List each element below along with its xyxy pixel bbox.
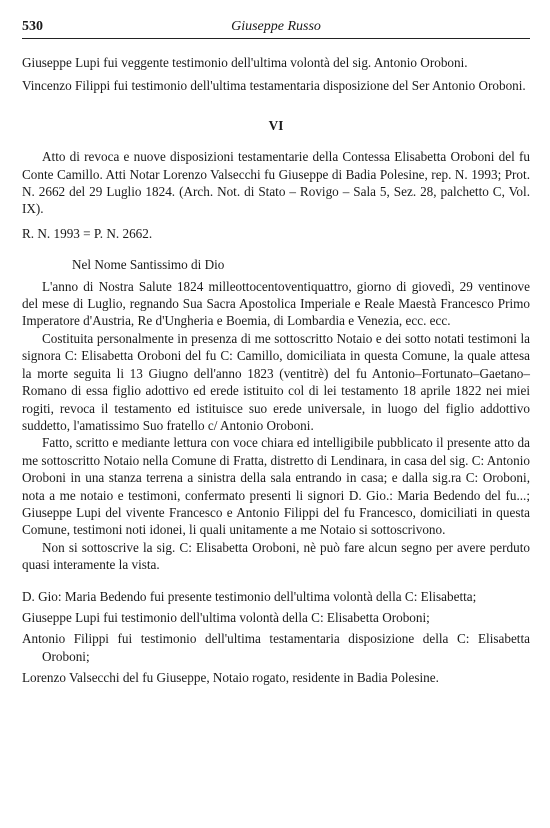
- section-summary: Atto di revoca e nuove disposizioni testamentarie della Contessa Elisabetta Oroboni del fu Conte Camillo. Atti Notar Lorenzo Valsecchi fu Giuseppe di Badia Polesine, rep. N. 1993; Prot. N. 2662 del 29 Luglio 1824. (Arch. Not. di Stato – Rovigo – Sala 5, Sez. 28, palchetto C, Vol. IX).: [22, 149, 530, 217]
- document-reference: R. N. 1993 = P. N. 2662.: [22, 225, 153, 241]
- witness-line: Vincenzo Filippi fui testimonio dell'ultima testamentaria disposizione del Ser Antonio Oroboni.: [22, 78, 526, 94]
- deed-paragraph: L'anno di Nostra Salute 1824 milleottocentoventiquattro, giorno di giovedì, 29 ventinove del mese di Luglio, regnando Sua Sacra Apostolica Imperiale e Reale Maestà Francesco Primo Imperatore d'Austria, Re d'Ungheria e Boemia, di Lombardia e Venezia, ecc. ecc.: [22, 278, 530, 329]
- page-header: [22, 16, 530, 39]
- deed-paragraph: Non si sottoscrive la sig. C: Elisabetta Oroboni, nè può fare alcun segno per avere perduto quasi interamente la vista.: [22, 539, 530, 573]
- deed-paragraph: Costituita personalmente in presenza di me sottoscritto Notaio e dei sotto notati testimoni la signora C: Elisabetta Oroboni del fu C: Camillo, domiciliata in questa Comune, la quale attesa la morte seguita li 13 Giugno dell'anno 1823 (ventitrè) del fu Antonio–Fortunato–Gaetano–Romano di essa figlio adottivo ed erede istituito col di lei testamento 18 aprile 1822 nei miei rogiti, revoca il testamento ed istituisce suo erede universale, in luogo del figlio addottivo suddetto, l'amatissimo Suo fratello c/ Antonio Oroboni.: [22, 330, 530, 433]
- signature-line: D. Gio: Maria Bedendo fui presente testimonio dell'ultima volontà della C: Elisabetta;: [22, 588, 477, 604]
- page-number: 530: [22, 19, 43, 34]
- section-number: VI: [268, 117, 284, 133]
- signature-line: Giuseppe Lupi fui testimonio dell'ultima volontà della C: Elisabetta Oroboni;: [22, 609, 430, 625]
- signature-line: Lorenzo Valsecchi del fu Giuseppe, Notaio rogato, residente in Badia Polesine.: [22, 670, 439, 686]
- signature-line: Antonio Filippi fui testimonio dell'ultima testamentaria disposizione della C: Elisabetta Oroboni;: [22, 631, 530, 664]
- running-title: Giuseppe Russo: [231, 19, 321, 34]
- document-page: [22, 16, 530, 687]
- deed-invocation: Nel Nome Santissimo di Dio: [72, 257, 225, 273]
- deed-paragraph: Fatto, scritto e mediante lettura con voce chiara ed intelligibile pubblicato il presente atto da me sottoscritto Notaio nella Comune di Fratta, distretto di Lendinara, in casa del sig. C: Antonio Oroboni in una stanza terrena a sinistra della sala entrando in casa; e dalla sig.ra C: Oroboni, nota a me notaio e testimoni, confermato presenti li signori D. Gio.: Maria Bedendo del fu...; Giuseppe Lupi del vivente Francesco e Antonio Filippi del fu Francesco, domiciliati in questa Comune, testimoni noti idonei, li quali unitamente a me Notaio si sottoscrivono.: [22, 435, 530, 538]
- witness-line: Giuseppe Lupi fui veggente testimonio dell'ultima volontà del sig. Antonio Oroboni.: [22, 55, 468, 70]
